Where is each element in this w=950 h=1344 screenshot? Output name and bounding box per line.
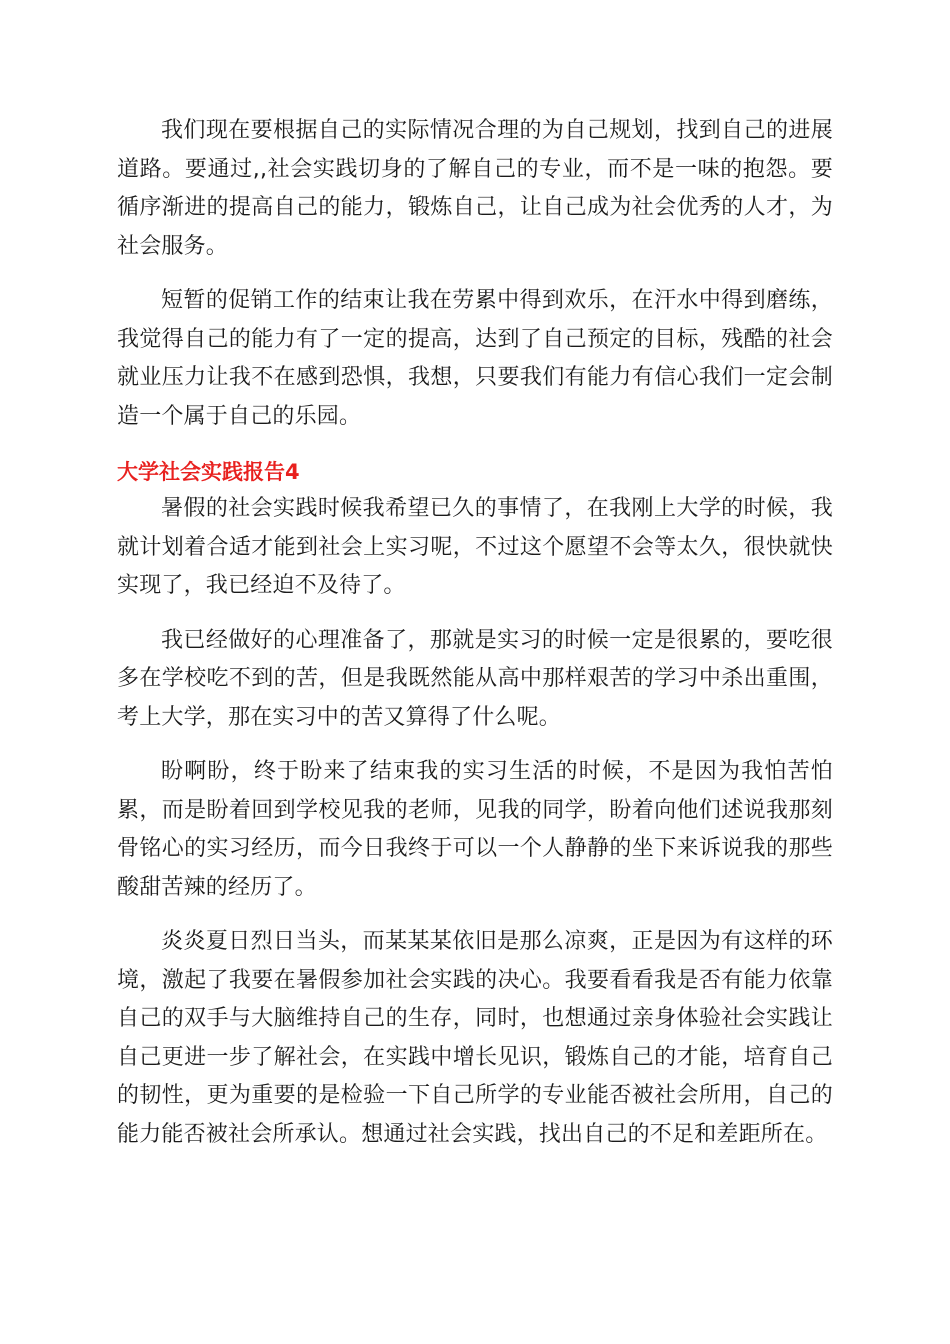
paragraph: 短暂的促销工作的结束让我在劳累中得到欢乐，在汗水中得到磨练，我觉得自己的能力有了一定的提高，达到了自己预定的目标，残酷的社会就业压力让我不在感到恐惧，我想，只要我们有能力有信心我们一定会制造一个属于自己的乐园。 xyxy=(117,288,833,429)
section-heading: 大学社会实践报告4 xyxy=(117,460,300,484)
paragraph: 我已经做好的心理准备了，那就是实习的时候一定是很累的，要吃很多在学校吃不到的苦，但是我既然能从高中那样艰苦的学习中杀出重围，考上大学，那在实习中的苦又算得了什么呢。 xyxy=(117,627,833,730)
paragraph: 盼啊盼，终于盼来了结束我的实习生活的时候，不是因为我怕苦怕累，而是盼着回到学校见我的老师，见我的同学，盼着向他们述说我那刻骨铭心的实习经历，而今日我终于可以一个人静静的坐下来诉说我的那些酸甜苦辣的经历了。 xyxy=(117,759,833,900)
document-body xyxy=(117,112,833,1154)
paragraph: 炎炎夏日烈日当头，而某某某依旧是那么凉爽，正是因为有这样的环境，激起了我要在暑假参加社会实践的决心。我要看看我是否有能力依靠自己的双手与大脑维持自己的生存，同时，也想通过亲身体验社会实践让自己更进一步了解社会，在实践中增长见识，锻炼自己的才能，培育自己的韧性，更为重要的是检验一下自己所学的专业能否被社会所用，自己的能力能否被社会所承认。想通过社会实践，找出自己的不足和差距所在。 xyxy=(117,929,833,1147)
paragraph: 我们现在要根据自己的实际情况合理的为自己规划，找到自己的进展道路。要通过,,社会实践切身的了解自己的专业，而不是一味的抱怨。要循序渐进的提高自己的能力，锻炼自己，让自己成为社会优秀的人才，为社会服务。 xyxy=(117,118,833,259)
paragraph: 暑假的社会实践时候我希望已久的事情了，在我刚上大学的时候，我就计划着合适才能到社会上实习呢，不过这个愿望不会等太久，很快就快实现了，我已经迫不及待了。 xyxy=(117,496,833,598)
